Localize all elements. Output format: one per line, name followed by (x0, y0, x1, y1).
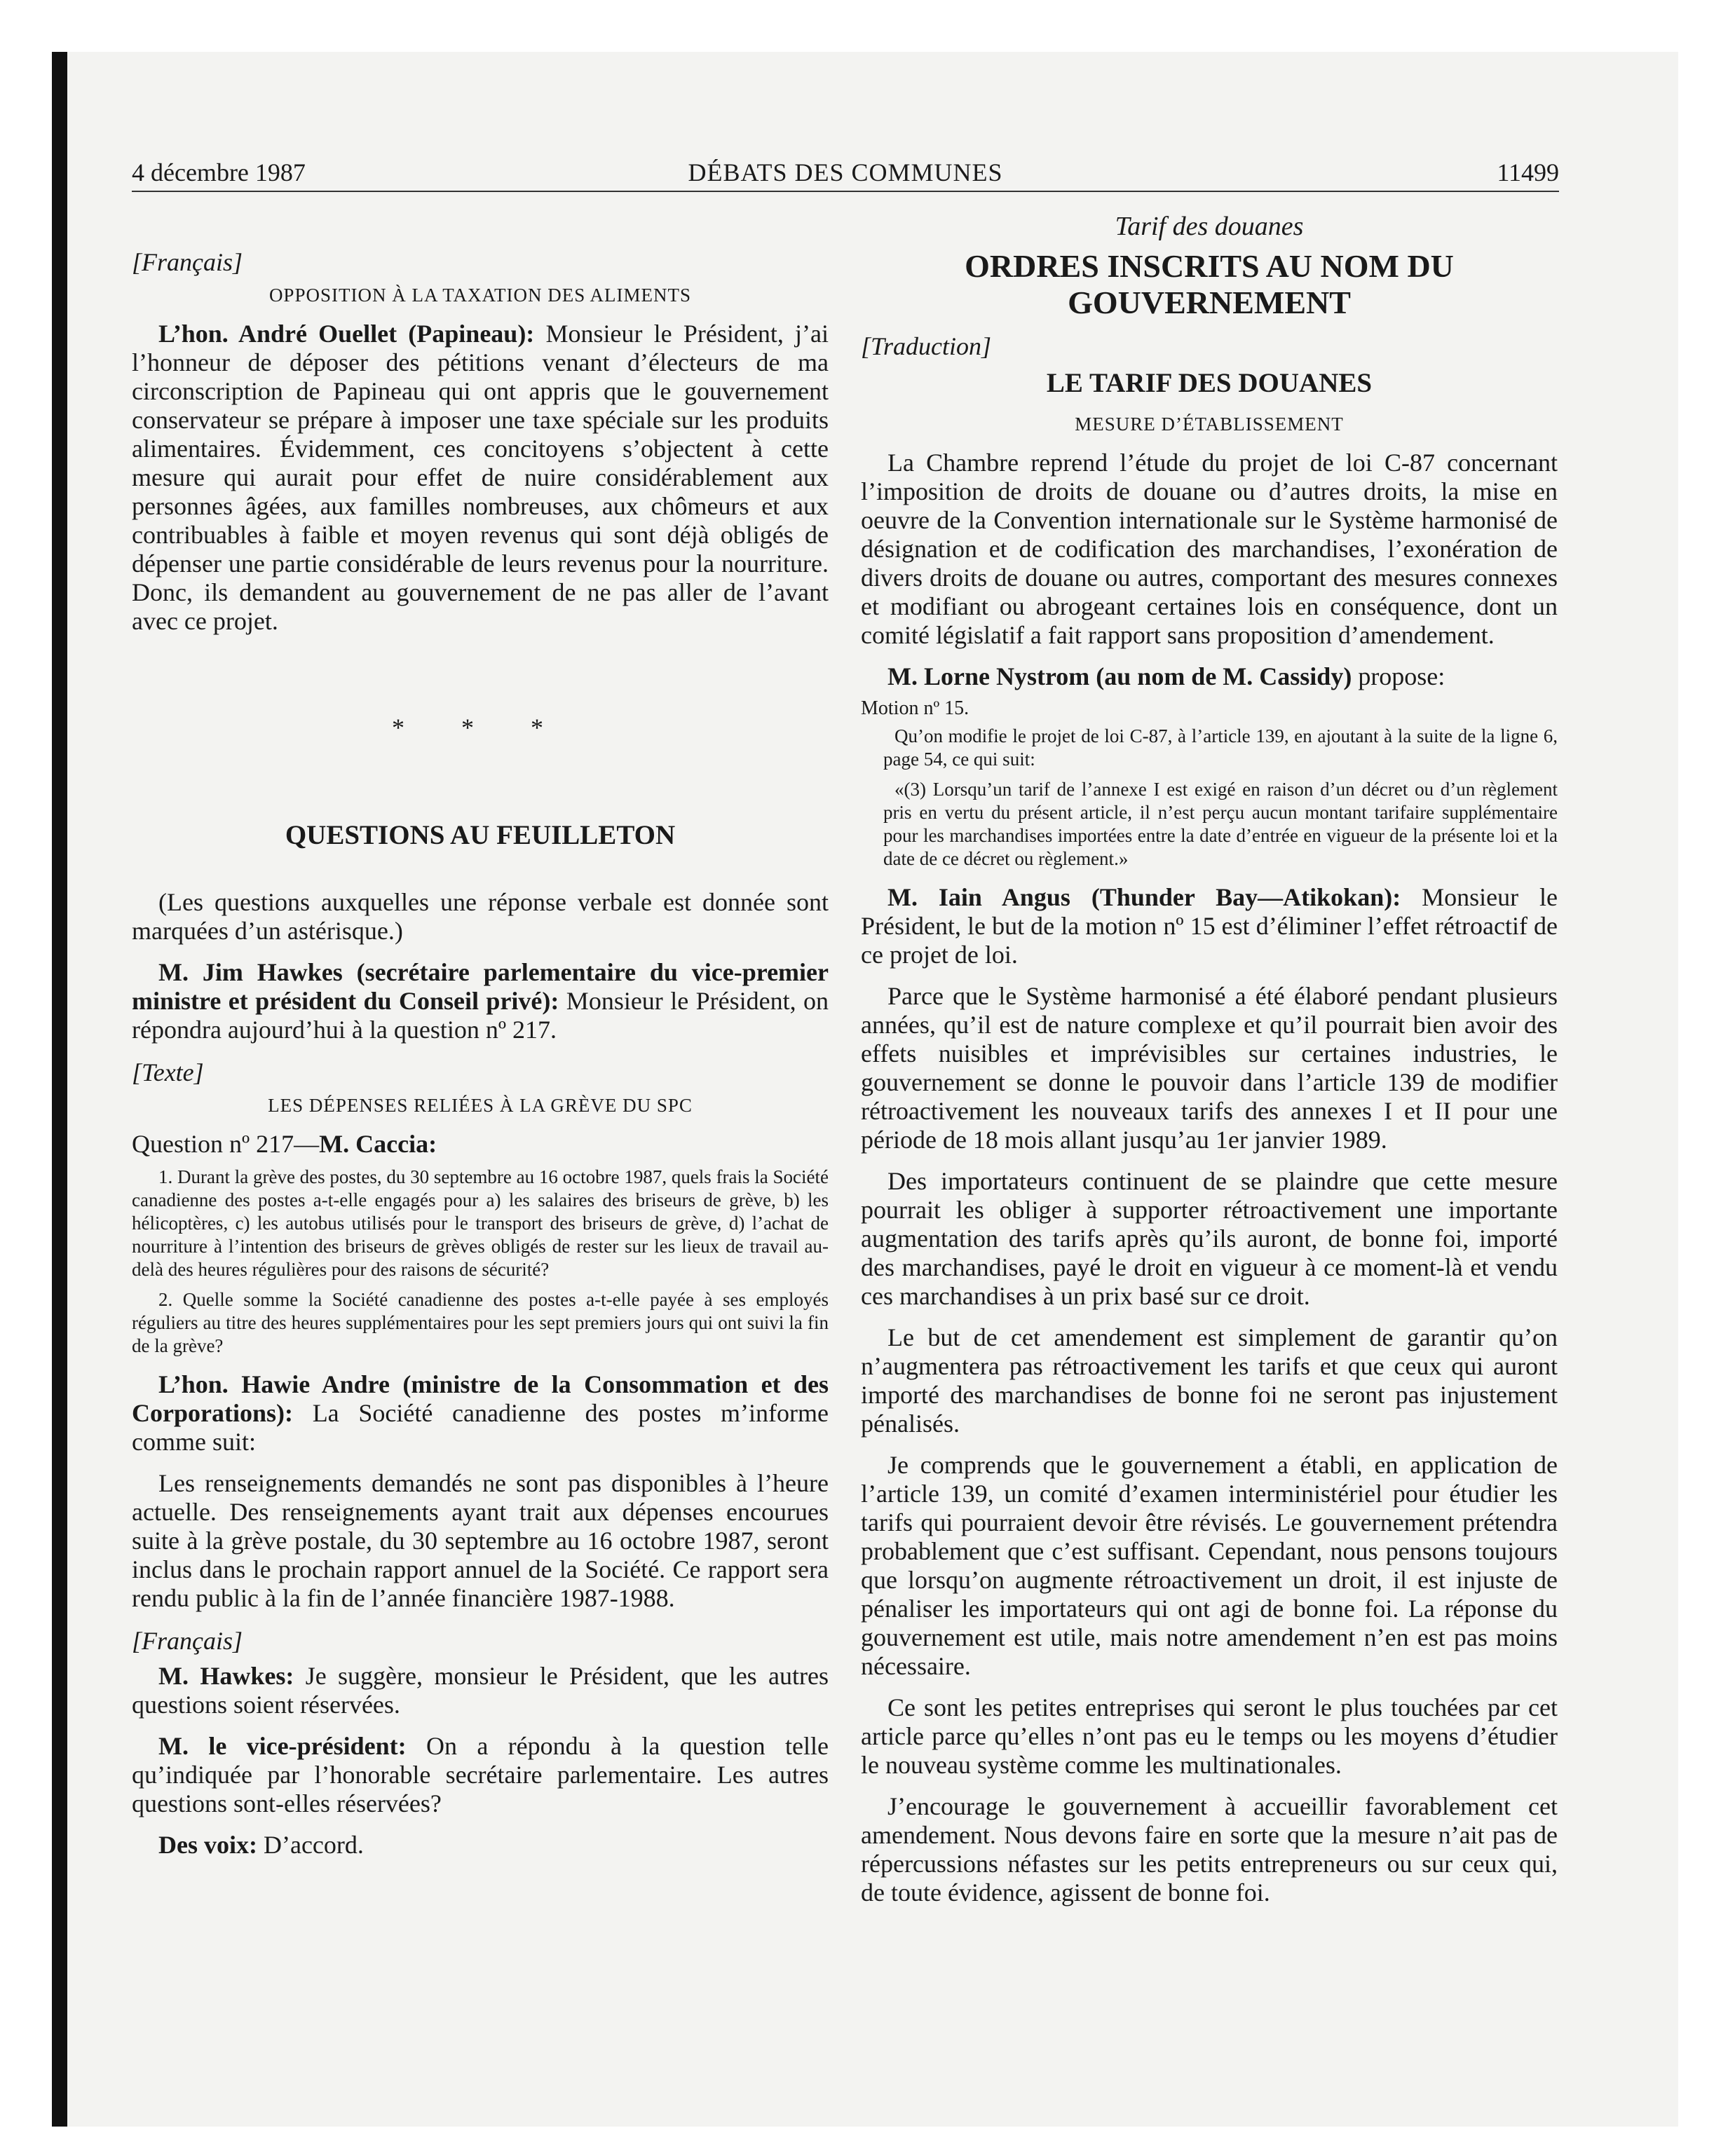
speaker-name: M. Iain Angus (Thunder Bay—Atikokan): (887, 883, 1401, 911)
subheading: MESURE D’ÉTABLISSEMENT (1075, 414, 1344, 435)
paragraph (132, 1370, 829, 1456)
paragraph: Ce sont les petites entreprises qui seront le plus touchées par cet article parce qu’elles n’ont pas eu le temps ou les moyens d’étudier le nouveau système comme les multinationales. (861, 1693, 1558, 1779)
speaker-name: M. Hawkes: (158, 1662, 294, 1690)
speech-text: On a répondu à la question telle qu’indiquée par l’honorable secrétaire parlementaire. Les autres questions sont-elles réservées? (132, 1732, 829, 1817)
paragraph: Des importateurs continuent de se plaindre que cette mesure pourrait les obliger à supporter rétroactivement une importante augmentation des tarifs après qu’ils auront, de bonne foi, importé des marchandises, payé le droit en vigueur à ce moment-là et vendu ces marchandises à un prix basé sur ce droit. (861, 1167, 1558, 1310)
speaker-name: M. le vice-président: (158, 1732, 407, 1760)
paragraph: J’encourage le gouvernement à accueillir favorablement cet amendement. Nous devons faire en sorte que la mesure n’ait pas de répercussions néfastes sur les petits entrepreneurs ou sur ceux qui, de toute évidence, agissent de bonne foi. (861, 1792, 1558, 1906)
paragraph (132, 1732, 829, 1818)
subheading: OPPOSITION À LA TAXATION DES ALIMENTS (268, 285, 692, 306)
header-title: DÉBATS DES COMMUNES (688, 158, 1003, 186)
language-tag: [Traduction] (861, 332, 992, 360)
section-separator: * * * (392, 714, 569, 742)
paragraph: Le but de cet amendement est simplement de garantir qu’on n’augmentera pas rétroactivement les tarifs et que ceux qui auront importé des marchandises de bonne foi ne seront pas injustement pénalisés. (861, 1323, 1558, 1438)
language-tag: [Français] (132, 1627, 243, 1655)
paragraph: La Chambre reprend l’étude du projet de loi C-87 concernant l’imposition de droits de douane ou d’autres droits, la mise en oeuvre de la Convention internationale sur le Système harmonisé de désignation et de codification des marchandises, l’exonération de divers droits de douane ou autres, comportant des mesures connexes et modifiant ou abrogeant certaines lois en conséquence, dont un comité législatif a fait rapport sans proposition d’amendement. (861, 449, 1558, 649)
section-heading: QUESTIONS AU FEUILLETON (285, 820, 676, 850)
binding-edge (52, 52, 67, 2127)
speech-text: Je suggère, monsieur le Président, que les autres questions soient réservées. (132, 1662, 829, 1719)
speech-text: La Société canadienne des postes m’informe comme suit: (132, 1399, 829, 1456)
paragraph (861, 662, 1558, 691)
paragraph: Je comprends que le gouvernement a établi, en application de l’article 139, un comité d’examen interministériel pour étudier les tarifs qui pourraient devoir être révisés. Le gouvernement prétendra probablement que c’est suffisant. Cependant, nous pensons toujours que lorsqu’on augmente rétroactivement un droit, il est injuste de pénaliser les importateurs qui ont agi de bonne foi. La réponse du gouvernement est utile, mais notre amendement n’en est pas moins nécessaire. (861, 1451, 1558, 1680)
header-date: 4 décembre 1987 (132, 158, 306, 186)
paragraph: Parce que le Système harmonisé a été élaboré pendant plusieurs années, qu’il est de nature complexe et qu’il pourrait bien avoir des effets nuisibles et imprévisibles sur certaines industries, le gouvernement se donne le pouvoir dans l’article 139 de modifier rétroactivement les nouveaux tarifs des annexes I et II pour une période de 18 mois allant jusqu’au 1er janvier 1989. (861, 982, 1558, 1154)
speech-text: propose: (1352, 662, 1445, 690)
speech-text: Monsieur le Président, le but de la motion nº 15 est d’éliminer l’effet rétroactif de ce projet de loi. (861, 883, 1558, 969)
paragraph (132, 1831, 829, 1860)
paragraph (132, 958, 829, 1044)
speech-text: Monsieur le Président, j’ai l’honneur de déposer des pétitions venant d’électeurs de ma circonscription de Papineau qui ont appris que le gouvernement conservateur se prépare à imposer une taxe spéciale sur les produits alimentaires. Évidemment, ces concitoyens s’objectent à cette mesure qui aurait pour effet de nuire considérablement aux personnes âgées, aux familles nombreuses, aux chômeurs et aux contribuables à faible et moyen revenus qui sont déjà obligés de dépenser une partie considérable de leurs revenus pour la nourriture. Donc, ils demandent au gouvernement de ne pas aller de l’avant avec ce projet. (132, 320, 829, 635)
subheading: LES DÉPENSES RELIÉES À LA GRÈVE DU SPC (268, 1095, 693, 1116)
section-heading: LE TARIF DES DOUANES (1046, 368, 1373, 398)
speaker-name: M. Jim Hawkes (secrétaire parlementaire du vice-premier ministre et président du Conseil privé): (132, 958, 829, 1015)
paragraph: Les renseignements demandés ne sont pas disponibles à l’heure actuelle. Des renseignements ayant trait aux dépenses encourues suite à la grève postale, du 30 septembre au 16 octobre 1987, seront inclus dans le prochain rapport annuel de la Société. Ce rapport sera rendu public à la fin de l’année financière 1987-1988. (132, 1469, 829, 1612)
language-tag: [Texte] (132, 1058, 204, 1086)
left-column (132, 210, 829, 1872)
header-page-number: 11499 (1497, 158, 1559, 186)
speaker-name: L’hon. Hawie Andre (ministre de la Consommation et des Corporations): (132, 1370, 829, 1427)
speaker-name: Des voix: (158, 1831, 257, 1859)
question-item: 1. Durant la grève des postes, du 30 septembre au 16 octobre 1987, quels frais la Société canadienne des postes a-t-elle engagés pour a) les salaires des briseurs de grève, b) les hélicoptères, c) les autobus utilisés pour le transport des briseurs de grève, d) l’achat de nourriture à l’intention des briseurs de grèves obligés de rester sur les lieux de travail au-delà des heures régulières pour des raisons de sécurité? (132, 1166, 829, 1280)
question-label: Question nº 217— (132, 1130, 320, 1158)
question-item: 2. Quelle somme la Société canadienne des postes a-t-elle payée à ses employés réguliers au titre des heures supplémentaires pour les sept premiers jours qui ont suivi la fin de la grève? (132, 1289, 829, 1356)
speech-text: D’accord. (257, 1831, 364, 1859)
paragraph (132, 1662, 829, 1719)
speaker-name: L’hon. André Ouellet (Papineau): (158, 320, 535, 348)
question-author: M. Caccia: (319, 1130, 437, 1158)
right-column (861, 210, 1558, 1920)
motion-text: «(3) Lorsqu’un tarif de l’annexe I est exigé en raison d’un décret ou d’un règlement pris en vertu du présent article, il n’est perçu aucun montant tarifaire supplémentaire pour les marchandises importées entre la date d’entrée en vigueur de la présente loi et la date de ce décret ou règlement.» (883, 779, 1558, 869)
paragraph (861, 883, 1558, 969)
paragraph (132, 320, 829, 636)
motion-label: Motion nº 15. (861, 697, 969, 719)
main-heading: ORDRES INSCRITS AU NOM DU GOUVERNEMENT (965, 248, 1454, 320)
speaker-name: M. Lorne Nystrom (au nom de M. Cassidy) (887, 662, 1352, 690)
running-header (132, 157, 1559, 192)
question-heading (132, 1130, 829, 1159)
note-paragraph: (Les questions auxquelles une réponse verbale est donnée sont marquées d’un astérisque.) (132, 888, 829, 945)
language-tag: [Français] (132, 248, 243, 276)
motion-text: Qu’on modifie le projet de loi C-87, à l’article 139, en ajoutant à la suite de la ligne 6, page 54, ce qui suit: (883, 725, 1558, 770)
rubric: Tarif des douanes (1115, 212, 1304, 241)
speech-text: Monsieur le Président, on répondra aujourd’hui à la question nº 217. (132, 987, 829, 1044)
